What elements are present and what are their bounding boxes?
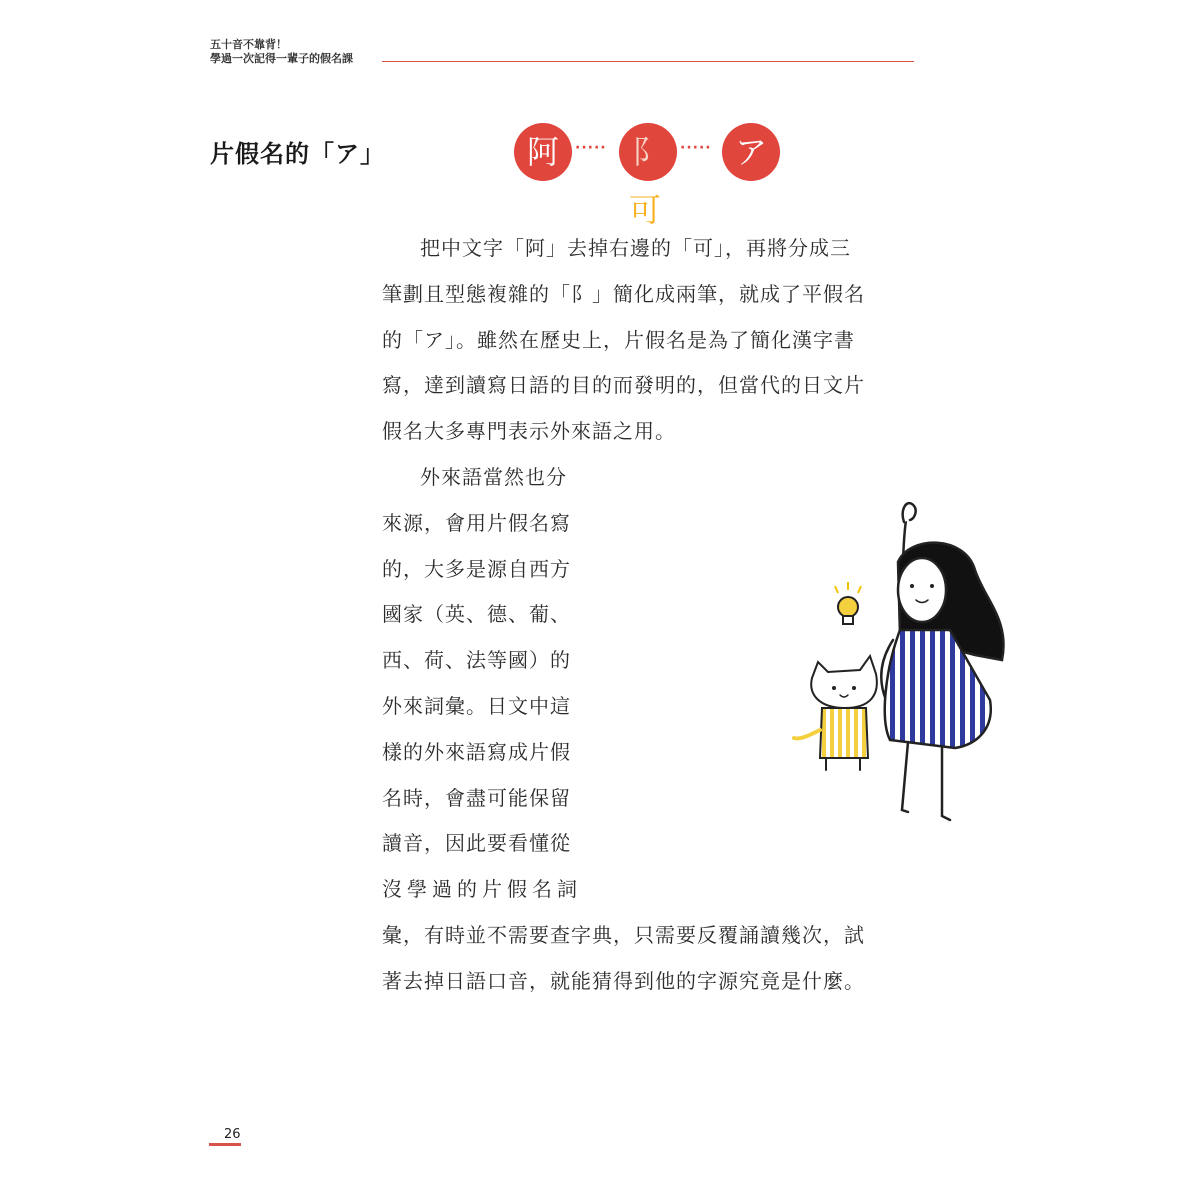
running-head bbox=[210, 38, 353, 66]
removed-part: 可 bbox=[628, 191, 661, 229]
evolution-step-split bbox=[619, 123, 677, 229]
header-rule bbox=[382, 61, 914, 62]
character-evolution bbox=[514, 123, 782, 229]
book-title-line2: 學過一次記得一輩子的假名課 bbox=[210, 52, 353, 65]
text-line: 國家（英、德、葡、 bbox=[382, 602, 571, 627]
lightbulb-icon bbox=[835, 582, 861, 624]
text-line: 西、荷、法等國）的 bbox=[382, 648, 571, 673]
evolution-step-katakana bbox=[722, 123, 780, 181]
katakana-a-glyph: ア bbox=[734, 133, 767, 171]
text-line: 沒學過的片假名詞 bbox=[382, 877, 582, 902]
page-number: 26 bbox=[224, 1127, 241, 1142]
cat-illustration bbox=[794, 656, 877, 770]
text-line: 寫，達到讀寫日語的目的而發明的，但當代的日文片 bbox=[382, 373, 865, 398]
text-line: 彙，有時並不需要查字典，只需要反覆誦讀幾次，試 bbox=[382, 922, 865, 947]
text-line: 外來詞彙。日文中這 bbox=[382, 693, 571, 718]
kanji-a-glyph: 阿 bbox=[526, 133, 559, 171]
text-line: 樣的外來語寫成片假 bbox=[382, 739, 571, 764]
evolution-dots-1: ····· bbox=[575, 140, 607, 156]
text-line: 筆劃且型態複雜的「阝」簡化成兩筆，就成了平假名 bbox=[382, 281, 865, 306]
evolution-dots-2: ····· bbox=[680, 140, 712, 156]
text-line: 的「ア」。雖然在歷史上，片假名是為了簡化漢字書 bbox=[382, 327, 855, 352]
text-line: 的，大多是源自西方 bbox=[382, 556, 571, 581]
evolution-step-kanji bbox=[514, 123, 572, 181]
book-title-line1: 五十音不靠背！ bbox=[210, 38, 287, 51]
text-line: 來源，會用片假名寫 bbox=[382, 510, 571, 535]
page-number-rule bbox=[209, 1143, 241, 1146]
text-line: 外來語當然也分 bbox=[420, 464, 567, 489]
text-line: 讀音，因此要看懂從 bbox=[382, 831, 571, 856]
text-line: 把中文字「阿」去掉右邊的「可」，再將分成三 bbox=[420, 236, 851, 260]
girl-illustration bbox=[881, 503, 1003, 820]
text-line: 假名大多專門表示外來語之用。 bbox=[382, 419, 676, 444]
girl-and-cat-illustration bbox=[790, 490, 1020, 830]
text-line: 著去掉日語口音，就能猜得到他的字源究竟是什麼。 bbox=[382, 968, 865, 993]
radical-part: 阝 bbox=[631, 133, 664, 171]
text-line: 名時，會盡可能保留 bbox=[382, 785, 571, 810]
section-title: 片假名的「ア」 bbox=[210, 140, 385, 168]
